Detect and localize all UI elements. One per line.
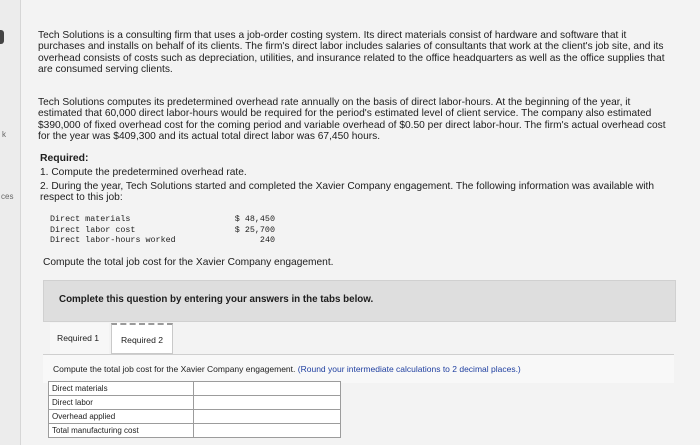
question-prompt-bar <box>43 354 674 383</box>
job-data-label: Direct materials <box>50 214 131 224</box>
job-data-label: Direct labor-hours worked <box>50 235 176 246</box>
answer-row <box>49 382 341 396</box>
question-main: Compute the total job cost for the Xavier Company engagement. <box>53 364 296 374</box>
answer-row-label: Direct materials <box>49 382 194 396</box>
sidebar-mark-ces[interactable]: ces <box>1 192 14 201</box>
required-item-1: 1. Compute the predetermined overhead rate. <box>40 167 247 178</box>
compute-instruction: Compute the total job cost for the Xavier Company engagement. <box>43 257 334 268</box>
sidebar-mark-k: k <box>2 130 6 139</box>
left-sidebar-strip <box>0 0 21 445</box>
complete-question-banner <box>43 280 676 322</box>
job-data-value: $ 48,450 <box>234 214 275 224</box>
job-data-value: $ 25,700 <box>234 224 275 235</box>
question-text <box>53 364 521 374</box>
answer-cell[interactable] <box>194 424 341 438</box>
answer-row-label: Overhead applied <box>49 410 194 424</box>
problem-paragraph-1: Tech Solutions is a consulting firm that uses a job-order costing system. Its direct materials consist of hardware and software that it purchases and installs on behalf of its clients. The firm's direct labor includes salaries of consultants that work at the client's job site, and its overhead consists of costs such as depreciation, utilities, and insurance related to the office headquarters as well as the office supplies that are consumed serving clients. <box>38 30 665 75</box>
required-item-2: 2. During the year, Tech Solutions started and completed the Xavier Company engagement. The following information was available with respect to this job: <box>40 181 655 204</box>
answer-row-label: Direct labor <box>49 396 194 410</box>
answer-row <box>49 396 341 410</box>
overhead-applied-input[interactable] <box>197 411 337 422</box>
required-heading: Required: <box>40 153 89 164</box>
question-hint: (Round your intermediate calculations to 2 decimal places.) <box>297 364 521 374</box>
answer-cell[interactable] <box>194 410 341 424</box>
answer-cell[interactable] <box>194 396 341 410</box>
job-data-row <box>50 235 275 246</box>
direct-labor-input[interactable] <box>197 397 337 408</box>
problem-paragraph-2: Tech Solutions computes its predetermined overhead rate annually on the basis of direct labor-hours. At the beginning of the year, it estimated that 60,000 direct labor-hours would be required for the period's estimated level of client service. The company also estimated $390,000 of fixed overhead cost for the coming period and variable overhead of $0.50 per direct labor-hour. The firm's actual overhead cost for the year was $409,300 and its actual total direct labor was 67,450 hours. <box>38 97 666 142</box>
job-data-row <box>50 225 275 236</box>
answer-row <box>49 424 341 438</box>
answer-row-label: Total manufacturing cost <box>49 424 194 438</box>
tab-required-1[interactable]: Required 1 <box>50 323 109 354</box>
answer-table <box>48 381 341 438</box>
job-data-label: Direct labor cost <box>50 224 136 235</box>
answer-cell[interactable] <box>194 382 341 396</box>
job-data-table <box>50 214 275 246</box>
job-data-value: 240 <box>259 235 275 246</box>
complete-question-text: Complete this question by entering your answers in the tabs below. <box>59 294 374 305</box>
tab-required-2[interactable]: Required 2 <box>111 323 173 354</box>
nav-handle-icon[interactable] <box>0 30 4 44</box>
answer-row <box>49 410 341 424</box>
job-data-row <box>50 214 275 225</box>
total-manufacturing-cost-input[interactable] <box>197 425 337 436</box>
direct-materials-input[interactable] <box>197 383 337 394</box>
